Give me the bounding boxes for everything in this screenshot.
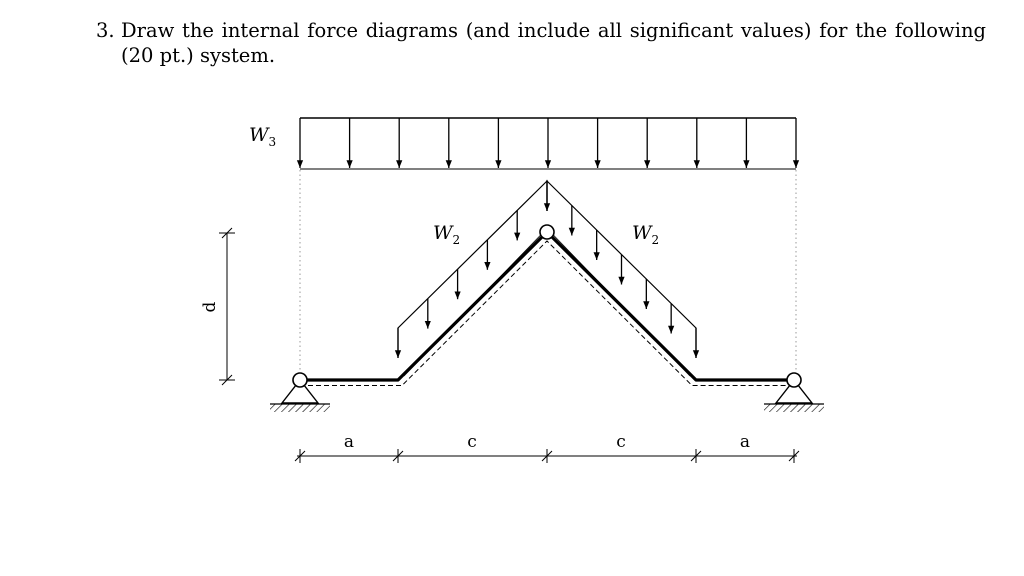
span-label-2: c [467, 432, 477, 452]
span-label-3: c [616, 432, 626, 452]
span-label-4: a [739, 432, 751, 452]
w2-right-load [547, 181, 696, 358]
height-dimension [200, 228, 235, 385]
problem-number: 3. [96, 19, 115, 42]
apex-hinge [540, 225, 554, 239]
w3-arrows [300, 118, 796, 168]
span-dimension [295, 432, 799, 463]
frame-thin-fiber [404, 229, 690, 377]
w3-load [300, 118, 796, 169]
w2-left-load [398, 181, 547, 358]
right-pin [787, 373, 801, 387]
frame [300, 229, 794, 386]
w3-label: $W_3$ [249, 124, 277, 149]
w2-right-label: $W_2$ [632, 222, 660, 247]
span-label-1: a [343, 432, 355, 452]
frame-members [300, 232, 794, 380]
left-pin [293, 373, 307, 387]
height-label: d [200, 301, 220, 313]
w2-left-label: $W_2$ [433, 222, 461, 247]
frame-dashed-fiber [300, 241, 794, 386]
problem-text: Draw the internal force diagrams (and include all significant values) for the following (20 pt.) system. [121, 19, 986, 67]
